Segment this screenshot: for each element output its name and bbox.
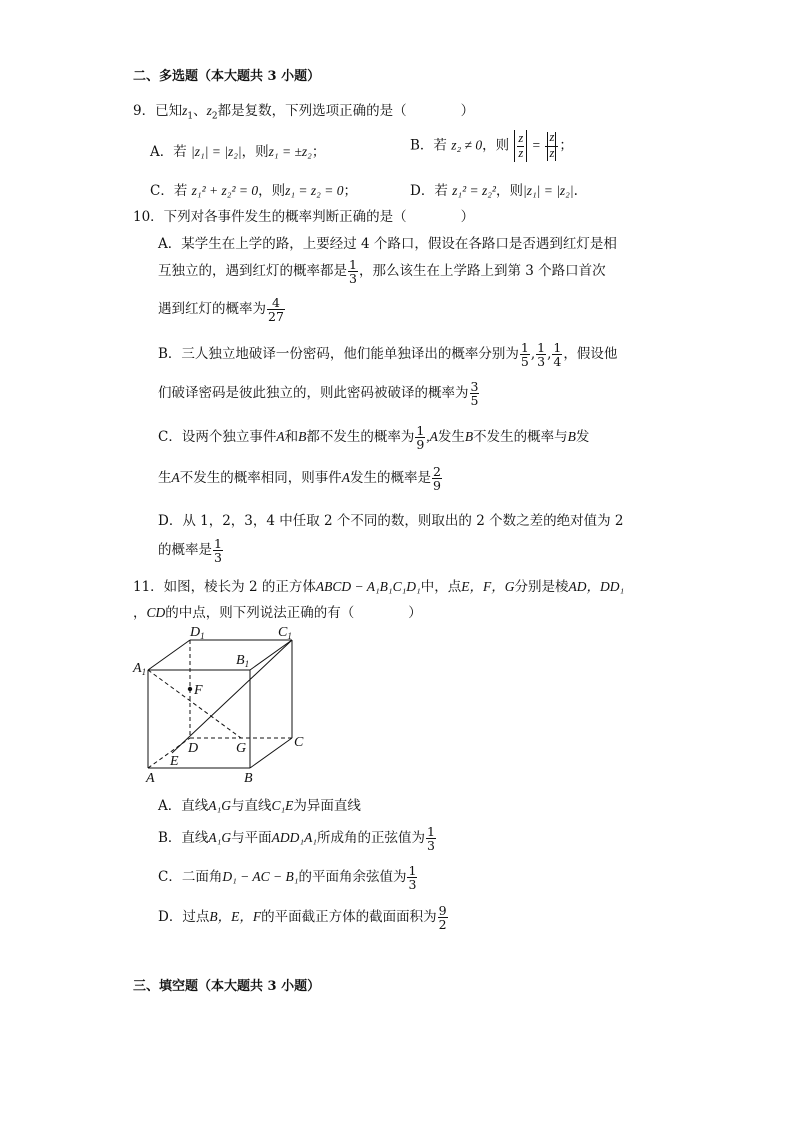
label-c: C: [294, 735, 304, 750]
q10-a-line2a: 互独立的，遇到红灯的概率都是: [158, 263, 347, 280]
q11-c-end: 的平面角余弦值为: [298, 869, 407, 886]
fraction-1-3: [348, 258, 358, 285]
q11-a-label: A．直线: [158, 798, 209, 814]
var-b: B: [464, 429, 474, 445]
abs-bar: [514, 130, 515, 162]
q9-b-mid: ，则: [482, 137, 510, 154]
edge-a1-d1: [148, 640, 190, 670]
hidden-segment-a1-g: [148, 670, 241, 738]
q10-stem: 10．下列对各事件发生的概率判断正确的是（ ）: [133, 209, 475, 225]
q9-a-end: ；: [311, 144, 326, 160]
frac-num: 2: [433, 464, 441, 479]
q11-stem-line2: [133, 601, 422, 621]
q9-d-end: .: [573, 183, 578, 199]
fraction-1-9: [415, 424, 425, 451]
q11-line2a: ，: [133, 605, 147, 621]
label-g: G: [236, 741, 247, 756]
q9-stem: [133, 99, 474, 122]
q9-z1: z: [182, 103, 188, 118]
q9-option-b: [410, 130, 573, 162]
fraction-2-9: [432, 465, 442, 492]
fraction-3-5: [470, 380, 480, 407]
q10-a-line2b: ，那么该生在上学路上到第 3 个路口首次: [358, 263, 606, 280]
q10-c-line1: C．设两个独立事件A和B都不发生的概率为 $\frac{1}{9}$ ,A发生B不发生的概率与B发: [158, 423, 590, 453]
q11-edges: AD，DD₁: [568, 579, 625, 594]
q9-option-d: [410, 179, 578, 199]
frac-num: 1: [553, 340, 562, 355]
frac-den: 27: [268, 309, 284, 325]
q10-c-line1b: 都不发生的概率为: [306, 429, 415, 446]
frac-den: 3: [408, 877, 417, 893]
q10-a-line3: [158, 296, 286, 323]
fraction-1-3: [426, 825, 436, 852]
q9-d-expr2: |z₁| = |z₂|: [522, 183, 574, 198]
var-a: A: [341, 470, 350, 486]
q9-b-rden: z: [549, 145, 555, 160]
frac-den: 4: [553, 354, 562, 370]
q10-a-line3-text: 遇到红灯的概率为: [158, 301, 266, 318]
frac-num: 1: [408, 863, 417, 878]
frac-den: 5: [520, 354, 529, 370]
q9-b-den: z: [518, 145, 524, 160]
q9-b-label: B．若: [410, 137, 447, 154]
abs-bar: [555, 132, 556, 146]
frac-num: 9: [438, 903, 447, 918]
q11-line1a: 11．如图，棱长为 2 的正方体: [133, 579, 316, 595]
label-d: D: [188, 741, 199, 756]
q9-b-frac-left: [517, 132, 524, 159]
section-title-fill-in: 三、填空题（本大题共 3 小题）: [133, 979, 321, 994]
label-f: F: [194, 683, 203, 698]
frac-den: 3: [427, 838, 435, 854]
edge-b-c: [250, 738, 292, 768]
section-title-multiple-choice: 二、多选题（本大题共 3 小题）: [133, 69, 321, 84]
q11-line1c: 分别是棱: [514, 579, 569, 595]
q10-c-line2: [158, 465, 443, 492]
q11-line1b: 中，点: [420, 579, 462, 595]
q9-c-expr1: z₁² + z₂² = 0: [191, 183, 259, 198]
q9-z1-sub: 1: [187, 111, 194, 122]
abs-bar: [526, 130, 527, 162]
var-a: A: [276, 429, 285, 445]
q9-a-label: A．若: [150, 144, 187, 160]
q9-a-mid: ，则: [241, 144, 269, 160]
edge-b1-c1: [250, 640, 292, 670]
q11-d-points: B，E，F: [209, 909, 262, 925]
q9-d-label: D．若: [410, 183, 448, 199]
frac-den: 3: [349, 271, 357, 287]
q9-b-num: z: [518, 131, 524, 146]
q10-a-line2: [158, 258, 606, 285]
q10-b-line2-text: 们破译密码是彼此独立的，则此密码被破译的概率为: [158, 385, 469, 402]
q11-points: E，F，G: [461, 579, 515, 594]
q11-b-label: B．直线: [158, 830, 209, 847]
fraction-1-5: [520, 341, 530, 368]
fraction-9-2: [438, 904, 448, 931]
q9-stem-suffix: 都是复数，下列选项正确的是（ ）: [217, 103, 475, 119]
var-comma-a: ,A: [426, 429, 438, 445]
q9-z2-sub: 2: [211, 111, 218, 122]
frac-den: 2: [438, 917, 447, 933]
q9-option-a: [150, 140, 325, 160]
label-b1: $B_1$: [236, 653, 250, 669]
q11-option-d: [158, 904, 449, 931]
fraction-1-3: [213, 537, 223, 564]
q9-c-end: ；: [343, 183, 357, 199]
label-d1: $D_1$: [190, 625, 205, 641]
var-b: B: [298, 429, 307, 445]
frac-num: 1: [349, 257, 357, 272]
q11-b-line: A₁G: [208, 830, 232, 846]
frac-num: 1: [214, 536, 222, 551]
q10-c-line2c: 发生的概率是: [350, 470, 431, 487]
q11-b-plane: ADD₁A₁: [271, 830, 318, 846]
q11-c-label: C．二面角: [158, 869, 223, 886]
q11-a-mid: 与直线: [230, 798, 272, 814]
frac-den: 9: [416, 437, 425, 453]
label-a: A: [146, 771, 155, 786]
q9-b-frac-right: [545, 131, 558, 160]
q9-option-c: [150, 179, 357, 199]
frac-num: 1: [416, 423, 425, 438]
q11-cd: CD: [146, 605, 166, 620]
q11-option-a: [158, 794, 361, 814]
q10-c-line2b: 不发生的概率相同，则事件: [179, 470, 342, 487]
q10-a-line1: A．某学生在上学的路，上要经过 4 个路口，假设在各路口是否遇到红灯是相: [158, 236, 617, 252]
label-a1: $A_1$: [133, 661, 147, 677]
var-b: B: [567, 429, 576, 445]
cube-figure: [130, 620, 320, 790]
frac-den: 5: [470, 393, 479, 409]
q9-b-rnum: z: [549, 130, 555, 145]
label-e: E: [170, 754, 179, 769]
q11-option-b: [158, 825, 437, 852]
q10-b-line2: [158, 380, 480, 407]
q9-stem-prefix: 9．已知: [133, 103, 183, 119]
abs-bar: [555, 147, 556, 161]
label-c1: $C_1$: [278, 625, 292, 641]
frac-num: 1: [520, 340, 529, 355]
q9-sep: 、: [193, 103, 207, 119]
equals-sign: =: [532, 137, 541, 153]
q9-d-expr1: z₁² = z₂²: [452, 183, 496, 198]
q9-c-label: C．若: [150, 183, 188, 199]
q10-c-line1d: 不发生的概率与: [473, 429, 568, 446]
q10-d-line2-text: 的概率是: [158, 542, 212, 559]
hidden-edge-a-d: [148, 738, 190, 768]
q11-b-end: 所成角的正弦值为: [317, 830, 426, 847]
frac-num: 1: [537, 340, 546, 355]
q10-c-line1a: C．设两个独立事件: [158, 429, 277, 446]
q9-a-expr1: |z₁| = |z₂|: [191, 144, 242, 159]
frac-num: 1: [427, 824, 435, 839]
frac-den: 3: [214, 550, 222, 566]
q10-b-line1b: ，假设他: [563, 346, 618, 363]
q10-d-line1: D．从 1，2，3，4 中任取 2 个不同的数，则取出的 2 个数之差的绝对值为 2: [158, 513, 624, 529]
q9-c-mid: ，则: [258, 183, 286, 199]
q10-b-line1: B．三人独立地破译一份密码，他们能单独译出的概率分别为 $\frac{1}{5}$ , $\frac{1}{3}$ , $\frac{1}{4}$ ，假设他: [158, 340, 618, 370]
q11-c-angle: D₁ − AC − B₁: [222, 869, 299, 885]
frac-num: 3: [470, 379, 479, 394]
q10-d-line2: [158, 537, 224, 564]
q9-b-end: ；: [559, 137, 573, 154]
q11-stem-line1: [133, 575, 624, 595]
var-a: A: [171, 470, 180, 486]
q11-a-end: 为异面直线: [293, 798, 361, 814]
frac-den: 3: [537, 354, 546, 370]
q11-d-end: 的平面截正方体的截面面积为: [261, 909, 437, 926]
fraction-1-3: [536, 341, 546, 368]
q9-d-mid: ，则: [495, 183, 523, 199]
q9-b-expr1: z₂ ≠ 0: [451, 137, 483, 153]
q11-line2b: 的中点，则下列说法正确的有（ ）: [165, 605, 422, 621]
frac-den: 9: [433, 478, 441, 494]
q10-c-line1c: 发生: [437, 429, 465, 446]
q10-c-line1e: 发: [575, 429, 590, 446]
q9-a-expr2: z₁ = ±z₂: [268, 144, 312, 159]
q11-option-c: [158, 864, 418, 891]
q11-b-mid: 与平面: [231, 830, 272, 847]
q11-cube-name: ABCD − A₁B₁C₁D₁: [315, 579, 421, 594]
q11-d-label: D．过点: [158, 909, 210, 926]
fraction-1-4: [552, 341, 562, 368]
fraction-4-27: [267, 296, 285, 323]
q9-z2: z: [206, 103, 212, 118]
q10-b-line1a: B．三人独立地破译一份密码，他们能单独译出的概率分别为: [158, 346, 519, 363]
q9-c-expr2: z₁ = z₂ = 0: [285, 183, 344, 198]
q11-a-line1: A₁G: [208, 798, 231, 813]
fraction-1-3: [407, 864, 417, 891]
q11-a-line2: C₁E: [271, 798, 294, 813]
frac-num: 4: [267, 296, 285, 310]
q10-c-line2a: 生: [158, 470, 172, 487]
label-b: B: [244, 771, 253, 786]
point-f-dot: [188, 687, 192, 691]
